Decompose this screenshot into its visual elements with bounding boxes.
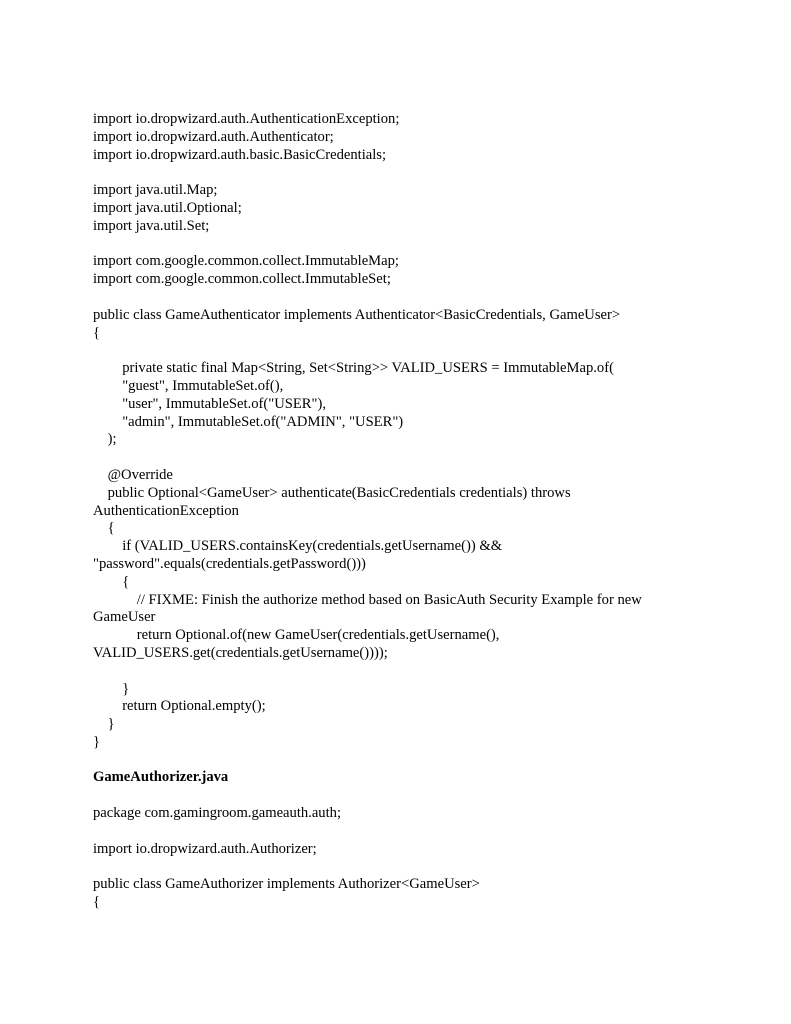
code-line: public class GameAuthenticator implements Authenticator<BasicCredentials, GameUser> xyxy=(93,306,621,323)
code-line: return Optional.of(new GameUser(credentials.getUsername(), xyxy=(93,627,500,644)
code-line: private static final Map<String, Set<String>> VALID_USERS = ImmutableMap.of( xyxy=(93,360,614,377)
blank-line xyxy=(93,449,733,467)
code-line: { xyxy=(93,894,101,911)
code-line: { xyxy=(93,324,101,341)
code-line: } xyxy=(93,733,101,750)
blank-line xyxy=(93,752,733,770)
code-line: import java.util.Optional; xyxy=(93,199,242,216)
code-line: "guest", ImmutableSet.of(), xyxy=(93,377,284,394)
code-line: import io.dropwizard.auth.Authorizer; xyxy=(93,840,317,857)
code-line: } xyxy=(93,716,115,733)
code-line: import java.util.Set; xyxy=(93,217,210,234)
blank-line xyxy=(93,289,733,307)
code-line: if (VALID_USERS.containsKey(credentials.getUsername()) && xyxy=(93,538,503,555)
code-line: AuthenticationException xyxy=(93,502,239,519)
code-line: VALID_USERS.get(credentials.getUsername()))); xyxy=(93,644,388,661)
blank-line xyxy=(93,787,733,805)
code-line: "password".equals(credentials.getPassword())) xyxy=(93,555,366,572)
code-line: return Optional.empty(); xyxy=(93,698,266,715)
code-line: import io.dropwizard.auth.AuthenticationException; xyxy=(93,111,400,127)
blank-line xyxy=(93,342,733,360)
blank-line xyxy=(93,663,733,681)
section-heading: GameAuthorizer.java xyxy=(93,769,229,786)
code-line: { xyxy=(93,573,130,590)
code-line: ); xyxy=(93,431,117,448)
code-line: } xyxy=(93,680,130,697)
blank-line xyxy=(93,164,733,182)
code-line: package com.gamingroom.gameauth.auth; xyxy=(93,805,342,822)
blank-line xyxy=(93,823,733,841)
code-line: import java.util.Map; xyxy=(93,182,218,199)
code-line: import com.google.common.collect.ImmutableMap; xyxy=(93,253,399,270)
code-line: // FIXME: Finish the authorize method based on BasicAuth Security Example for new xyxy=(93,591,642,608)
code-line: { xyxy=(93,520,115,537)
blank-line xyxy=(93,236,733,254)
code-line: public Optional<GameUser> authenticate(BasicCredentials credentials) throws xyxy=(93,484,571,501)
code-line: import io.dropwizard.auth.basic.BasicCredentials; xyxy=(93,146,387,163)
code-listing xyxy=(93,111,733,912)
code-line: @Override xyxy=(93,466,173,483)
blank-line xyxy=(93,858,733,876)
code-line: "admin", ImmutableSet.of("ADMIN", "USER") xyxy=(93,413,404,430)
code-line: GameUser xyxy=(93,609,156,626)
code-line: import com.google.common.collect.ImmutableSet; xyxy=(93,271,391,288)
code-line: import io.dropwizard.auth.Authenticator; xyxy=(93,128,334,145)
code-line: "user", ImmutableSet.of("USER"), xyxy=(93,395,326,412)
code-line: public class GameAuthorizer implements Authorizer<GameUser> xyxy=(93,876,480,893)
